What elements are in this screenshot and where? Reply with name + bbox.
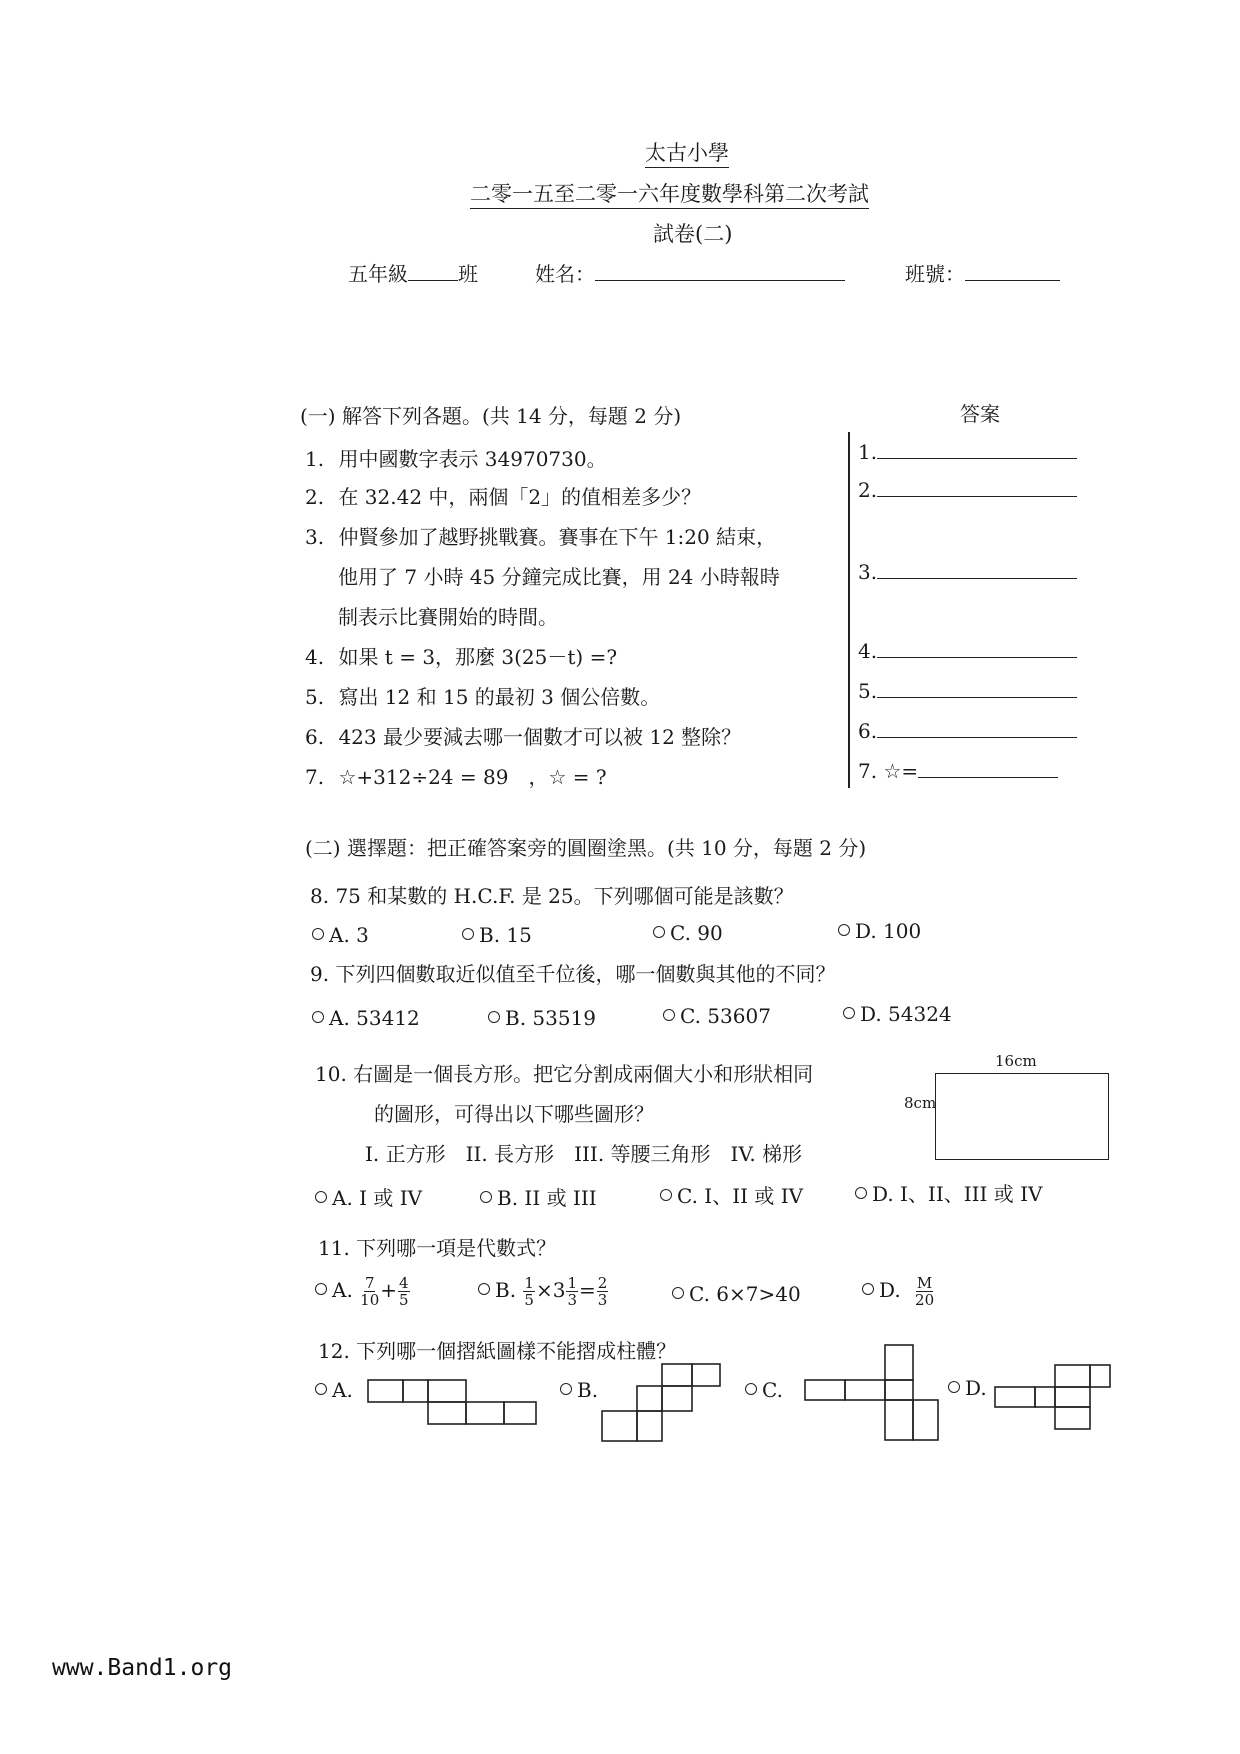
answer-1-field[interactable] [877,458,1077,459]
question-12: 12. 下列哪一個摺紙圖樣不能摺成柱體？ [318,1339,677,1363]
q8-option-d[interactable] [838,919,921,943]
option-label: B. [495,1278,517,1302]
question-number: 3. [305,525,325,549]
question-7 [305,761,607,790]
q10-option-d[interactable] [855,1178,1043,1207]
question-text-line-1: 仲賢參加了越野挑戰賽。賽事在下午 1:20 結束， [338,525,777,549]
numerator: 7 [364,1274,375,1292]
numerator: 4 [399,1274,409,1292]
answer-label: 3. [858,560,878,584]
watermark: www.Band1.org [52,1655,233,1681]
numerator: M [916,1274,933,1292]
radio-circle-icon [660,1189,672,1201]
question-3 [305,521,776,550]
q12-option-a[interactable] [315,1378,353,1402]
answer-label: 5. [858,679,878,703]
answer-header: 答案 [960,402,1000,426]
times-three: ×3 [535,1278,566,1302]
number-row [905,258,1060,287]
question-6 [305,721,741,750]
option-label: A. [332,1278,353,1302]
radio-circle-icon [312,928,324,940]
option-label: C. [762,1378,783,1402]
denominator: 3 [567,1291,577,1309]
question-9: 9. 下列四個數取近似值至千位後，哪一個數與其他的不同？ [310,962,836,986]
option-label: C. 6×7>40 [689,1282,801,1306]
answer-6-field[interactable] [877,737,1077,738]
q9-option-c[interactable] [663,1004,771,1028]
option-label: C. 53607 [680,1004,771,1028]
q11-option-d[interactable] [862,1275,935,1308]
fraction [566,1275,578,1308]
answer-5 [858,679,1077,703]
paper-label: 試卷(二) [653,222,733,246]
q12-option-d[interactable] [948,1376,987,1400]
option-label: A. I 或 IV [332,1186,423,1210]
option-label: D. [965,1376,987,1400]
radio-circle-icon [745,1383,757,1395]
option-label: A. 53412 [329,1006,420,1030]
question-number: 5. [305,685,325,709]
radio-circle-icon [315,1383,327,1395]
exam-title: 二零一五至二零一六年度數學科第二次考試 [470,178,869,209]
number-field[interactable] [965,280,1060,281]
answer-4-field[interactable] [877,657,1077,658]
question-number: 7. [305,765,325,789]
student-info-row [348,258,478,287]
radio-circle-icon [488,1011,500,1023]
answer-3 [858,560,1077,584]
radio-circle-icon [478,1283,490,1295]
fraction [398,1275,410,1308]
option-label: C. I、II 或 IV [677,1184,804,1208]
q10-option-c[interactable] [660,1180,803,1209]
fraction [597,1275,609,1308]
answer-7-field[interactable] [918,777,1058,778]
question-text: 在 32.42 中，兩個「2」的值相差多少？ [338,485,702,509]
answer-4 [858,639,1077,663]
q10-option-a[interactable] [315,1182,422,1211]
question-2 [305,481,701,510]
radio-circle-icon [315,1283,327,1295]
name-field[interactable] [595,280,845,281]
option-label: B. 53519 [505,1006,597,1030]
radio-circle-icon [838,924,850,936]
question-3-line-2: 他用了 7 小時 45 分鐘完成比賽，用 24 小時報時 [338,565,780,589]
question-text: 如果 t = 3，那麼 3(25－t) =? [338,645,618,669]
radio-circle-icon [462,928,474,940]
numerator: 1 [524,1274,534,1292]
question-text: 用中國數字表示 34970730。 [338,447,607,471]
option-label: D. [879,1278,901,1302]
question-number: 1. [305,447,325,471]
class-suffix: 班 [458,262,478,286]
net-diagram-d [995,1365,1115,1435]
net-diagram-b [602,1364,727,1444]
answer-2-field[interactable] [877,496,1077,497]
answer-label: 1. [858,440,878,464]
fraction [915,1275,934,1308]
rect-width-label: 16cm [995,1052,1037,1070]
question-3-line-3: 制表示比賽開始的時間。 [338,605,558,629]
radio-circle-icon [312,1011,324,1023]
question-4 [305,641,617,670]
answer-5-field[interactable] [877,697,1077,698]
fraction [360,1275,379,1308]
rect-height-label: 8cm [904,1094,937,1112]
number-label: 班號： [905,262,965,286]
question-number: 6. [305,725,325,749]
denominator: 3 [597,1291,608,1309]
answer-7 [858,759,1058,783]
option-label: A. 3 [329,923,369,947]
question-5 [305,681,660,710]
question-number: 4. [305,645,325,669]
question-1 [305,443,607,472]
q8-option-b[interactable] [462,923,532,947]
option-label: C. 90 [670,921,723,945]
radio-circle-icon [315,1191,327,1203]
rectangle-diagram [935,1073,1109,1160]
radio-circle-icon [663,1009,675,1021]
question-text: 423 最少要減去哪一個數才可以被 12 整除？ [338,725,742,749]
radio-circle-icon [862,1283,874,1295]
q11-option-b[interactable] [478,1275,609,1308]
answer-3-field[interactable] [877,578,1077,579]
question-text: 寫出 12 和 15 的最初 3 個公倍數。 [338,685,661,709]
option-label: D. 54324 [860,1002,952,1026]
q9-option-a[interactable] [312,1006,420,1030]
q8-option-c[interactable] [653,921,723,945]
answer-label: 4. [858,639,878,663]
radio-circle-icon [948,1381,960,1393]
q9-option-d[interactable] [843,1002,952,1026]
numerator: 1 [567,1274,577,1292]
question-number: 2. [305,485,325,509]
radio-circle-icon [855,1187,867,1199]
q11-option-a[interactable] [315,1275,411,1308]
denominator: 5 [524,1291,534,1309]
answer-6 [858,719,1077,743]
radio-circle-icon [843,1007,855,1019]
question-10-line-1: 10. 右圖是一個長方形。把它分割成兩個大小和形狀相同 [315,1062,814,1086]
denominator: 10 [360,1291,380,1309]
answer-label: 7. ☆= [858,759,919,783]
section1-heading: (一) 解答下列各題。(共 14 分，每題 2 分) [300,404,682,428]
denominator: 20 [915,1291,935,1309]
answer-label: 6. [858,719,878,743]
question-10-line-2: 的圖形，可得出以下哪些圖形？ [374,1102,654,1126]
class-field[interactable] [408,280,458,281]
q12-option-c[interactable] [745,1378,783,1402]
radio-circle-icon [672,1287,684,1299]
radio-circle-icon [480,1191,492,1203]
question-10-shapes: I. 正方形 II. 長方形 III. 等腰三角形 IV. 梯形 [365,1142,803,1166]
answer-2 [858,478,1077,502]
fraction [523,1275,535,1308]
section2-heading: (二) 選擇題：把正確答案旁的圓圈塗黑。(共 10 分，每題 2 分) [305,836,867,860]
question-8: 8. 75 和某數的 H.C.F. 是 25。下列哪個可能是該數？ [310,884,794,908]
numerator: 2 [597,1274,608,1292]
grade-label: 五年級 [348,262,408,286]
plus-sign: + [380,1278,398,1302]
option-label: B. II 或 III [497,1186,597,1210]
option-label: A. [332,1378,353,1402]
equals-sign: = [579,1278,596,1302]
q8-option-a[interactable] [312,923,369,947]
radio-circle-icon [560,1383,572,1395]
option-label: B. 15 [479,923,532,947]
q9-option-b[interactable] [488,1006,596,1030]
school-name: 太古小學 [645,137,729,168]
name-row [535,258,845,287]
name-label: 姓名： [535,262,595,286]
answer-1 [858,440,1077,464]
option-label: D. 100 [855,919,922,943]
radio-circle-icon [653,926,665,938]
answer-label: 2. [858,478,878,502]
q10-option-b[interactable] [480,1182,597,1211]
question-11: 11. 下列哪一項是代數式？ [318,1236,557,1260]
option-label: B. [577,1378,599,1402]
q12-option-b[interactable] [560,1378,598,1402]
denominator: 5 [399,1291,409,1309]
answer-column-divider [848,432,850,788]
option-label: D. I、II、III 或 IV [872,1182,1043,1206]
net-diagram-a [368,1380,538,1440]
q11-option-c[interactable] [672,1282,801,1306]
question-text: ☆+312÷24 = 89 ，☆ = ? [338,765,607,789]
net-diagram-c [805,1345,940,1445]
